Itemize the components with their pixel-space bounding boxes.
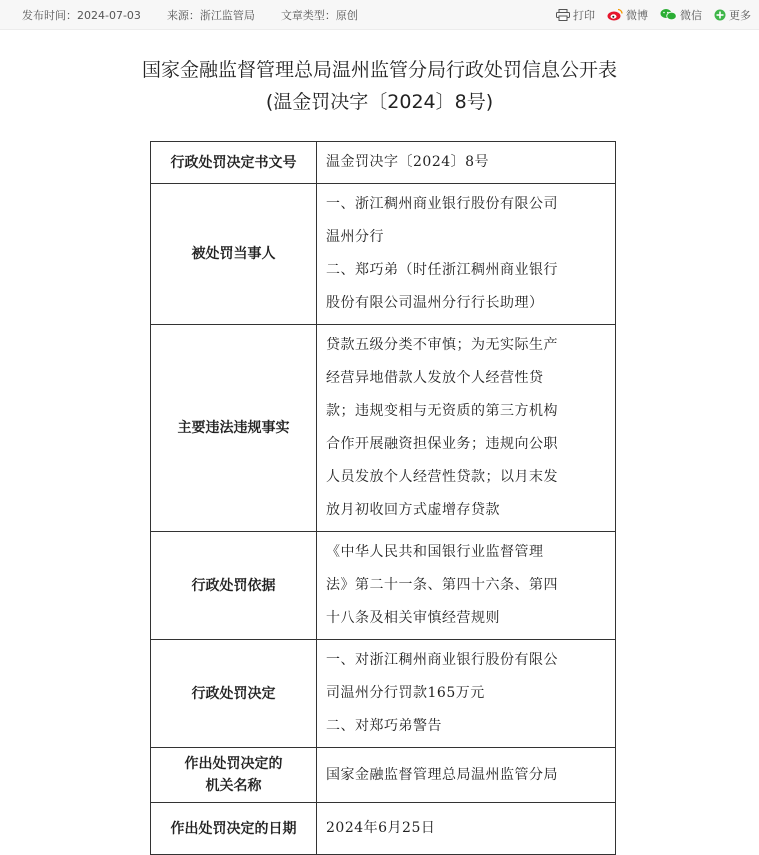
wechat-icon — [660, 8, 677, 21]
value-line: 经营异地借款人发放个人经营性贷 — [326, 370, 544, 386]
value-line: 十八条及相关审慎经营规则 — [326, 610, 500, 626]
label-line: 作出处罚决定的 — [184, 756, 283, 772]
row-value — [317, 532, 616, 640]
printer-icon — [556, 9, 570, 21]
value-line: 人员发放个人经营性贷款；以月末发 — [326, 469, 558, 485]
row-value — [317, 184, 616, 325]
label-line: 机关名称 — [205, 778, 262, 794]
value-line: 合作开展融资担保业务；违规向公职 — [326, 436, 558, 452]
value-line: 法》第二十一条、第四十六条、第四 — [326, 577, 558, 593]
row-value — [317, 748, 616, 803]
value-line: 司温州分行罚款165万元 — [326, 685, 485, 701]
value-line: 二、郑巧弟（时任浙江稠州商业银行 — [326, 262, 558, 278]
value-line: 贷款五级分类不审慎；为无实际生产 — [326, 337, 558, 353]
table-row — [151, 142, 616, 184]
value-line: 《中华人民共和国银行业监督管理 — [326, 544, 544, 560]
more-label: 更多 — [729, 8, 751, 22]
weibo-icon — [607, 8, 623, 21]
value-line: 款；违规变相与无资质的第三方机构 — [326, 403, 558, 419]
value-line: 2024年6月25日 — [326, 820, 436, 836]
table-row — [151, 532, 616, 640]
article-type: 文章类型：原创 — [280, 8, 358, 22]
table-row — [151, 803, 616, 855]
row-value — [317, 325, 616, 532]
document-title: 国家金融监督管理总局温州监管分局行政处罚信息公开表 — [141, 59, 617, 81]
row-value — [317, 803, 616, 855]
weibo-label: 微博 — [626, 8, 648, 22]
plus-circle-icon — [714, 9, 726, 21]
value-line: 股份有限公司温州分行行长助理） — [326, 295, 544, 311]
document-number-title: (温金罚决字〔2024〕8号) — [265, 91, 494, 113]
more-share-button[interactable] — [714, 7, 751, 23]
table-row — [151, 184, 616, 325]
weibo-share-button[interactable] — [607, 7, 648, 23]
print-button[interactable] — [556, 7, 595, 23]
penalty-info-table — [150, 141, 616, 855]
value-line: 二、对郑巧弟警告 — [326, 718, 442, 734]
row-value — [317, 640, 616, 748]
row-label: 行政处罚决定 — [151, 640, 317, 748]
publish-time: 发布时间：2024-07-03 — [22, 8, 141, 22]
table-row — [151, 748, 616, 803]
row-value — [317, 142, 616, 184]
print-label: 打印 — [573, 8, 595, 22]
row-label — [151, 748, 317, 803]
table-row — [151, 640, 616, 748]
wechat-label: 微信 — [680, 8, 702, 22]
article-meta — [0, 7, 384, 23]
article-source: 来源：浙江监管局 — [166, 8, 255, 22]
share-actions — [544, 7, 759, 23]
value-line: 温州分行 — [326, 229, 384, 245]
value-line: 国家金融监督管理总局温州监管分局 — [326, 766, 558, 783]
row-label: 行政处罚决定书文号 — [151, 142, 317, 184]
row-label: 主要违法违规事实 — [151, 325, 317, 532]
row-label: 行政处罚依据 — [151, 532, 317, 640]
value-line: 放月初收回方式虚增存贷款 — [326, 502, 500, 518]
row-label: 作出处罚决定的日期 — [151, 803, 317, 855]
value-line: 一、对浙江稠州商业银行股份有限公 — [326, 652, 558, 668]
value-line: 一、浙江稠州商业银行股份有限公司 — [326, 196, 558, 212]
wechat-share-button[interactable] — [660, 7, 702, 23]
table-row — [151, 325, 616, 532]
row-label: 被处罚当事人 — [151, 184, 317, 325]
value-line: 温金罚决字〔2024〕8号 — [326, 154, 490, 170]
top-bar — [0, 0, 759, 30]
